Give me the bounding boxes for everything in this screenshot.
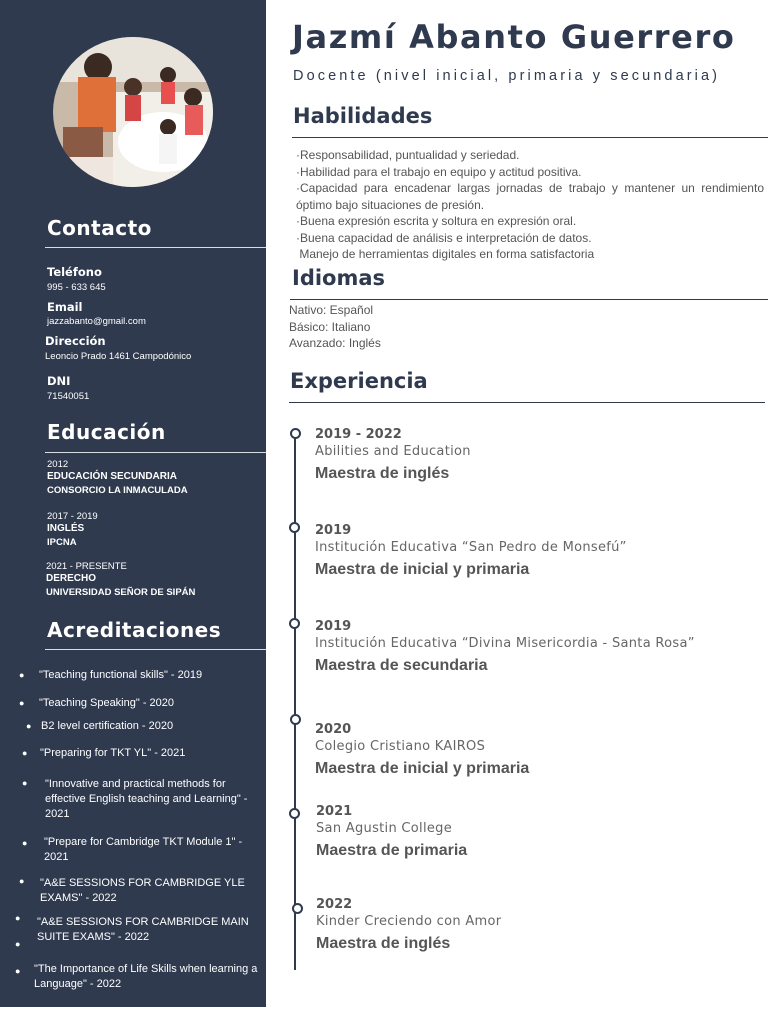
bullet-icon: ● (19, 670, 25, 680)
experience-role: Maestra de inicial y primaria (315, 760, 530, 777)
accreditation-item: "Teaching functional skills" - 2019 (39, 669, 203, 681)
education-divider (45, 452, 266, 453)
sidebar (0, 0, 266, 1007)
education-years: 2017 - 2019 (47, 511, 98, 522)
languages-divider (290, 299, 768, 300)
education-title: DERECHO (46, 573, 97, 584)
phone-value: 995 - 633 645 (47, 282, 106, 293)
skill-item: ·Habilidad para el trabajo en equipo y actitud positiva. (296, 164, 582, 179)
email-label: Email (47, 300, 83, 314)
experience-organization: Colegio Cristiano KAIROS (315, 739, 486, 754)
accreditations-heading: Acreditaciones (47, 618, 222, 642)
profile-photo (53, 37, 213, 187)
skill-item: ·Buena capacidad de análisis e interpretación de datos. (296, 230, 592, 245)
accreditation-item: "Innovative and practical methods for effective English teaching and Learning" - 2021 (45, 778, 248, 820)
dni-value: 71540051 (47, 391, 90, 402)
languages-heading: Idiomas (292, 266, 386, 290)
experience-role: Maestra de inicial y primaria (315, 561, 530, 578)
bullet-icon: ● (15, 939, 21, 949)
accreditation-item: "A&E SESSIONS FOR CAMBRIDGE YLE EXAMS" - 2022 (40, 877, 245, 904)
experience-organization: Abilities and Education (315, 444, 471, 459)
timeline-dot-icon (290, 714, 301, 725)
experience-divider (289, 402, 765, 403)
timeline-dot-icon (292, 903, 303, 914)
skills-list (296, 147, 764, 263)
profile-photo-image (53, 37, 213, 187)
bullet-icon: ● (22, 748, 28, 758)
accreditation-item: B2 level certification - 2020 (41, 720, 174, 732)
language-item: Básico: Italiano (289, 320, 371, 334)
experience-years: 2021 (316, 804, 353, 819)
accreditations-divider (45, 649, 266, 650)
education-school: CONSORCIO LA INMACULADA (47, 485, 188, 496)
bullet-icon: ● (15, 966, 21, 976)
dni-label: DNI (47, 374, 71, 388)
experience-role: Maestra de inglés (316, 935, 451, 952)
experience-organization: Kinder Creciendo con Amor (316, 914, 502, 929)
candidate-title: Docente (nivel inicial, primaria y secundaria) (293, 68, 721, 84)
language-item: Nativo: Español (289, 303, 374, 317)
experience-timeline (294, 432, 296, 970)
bullet-icon: ● (22, 838, 28, 848)
education-title: EDUCACIÓN SECUNDARIA (47, 471, 178, 482)
accreditation-item: "A&E SESSIONS FOR CAMBRIDGE MAIN SUITE EXAMS" - 2022 (37, 916, 249, 943)
skill-item: ·Buena expresión escrita y soltura en expresión oral. (296, 214, 577, 228)
education-title: INGLÉS (47, 523, 85, 534)
experience-years: 2019 (315, 619, 352, 634)
experience-role: Maestra de primaria (316, 842, 468, 859)
skills-heading: Habilidades (293, 104, 433, 128)
education-school: UNIVERSIDAD SEÑOR DE SIPÁN (46, 587, 196, 598)
skill-item: Manejo de herramientas digitales en forma satisfactoria (296, 247, 595, 261)
bullet-icon: ● (19, 876, 25, 886)
experience-years: 2019 (315, 523, 352, 538)
experience-heading: Experiencia (290, 369, 428, 393)
experience-role: Maestra de inglés (315, 465, 450, 482)
skills-divider (292, 137, 768, 138)
experience-years: 2022 (316, 897, 353, 912)
contact-divider (45, 247, 266, 248)
education-school: IPCNA (47, 537, 77, 548)
education-years: 2021 - PRESENTE (46, 561, 127, 572)
experience-organization: San Agustin College (316, 821, 453, 836)
accreditation-item: "The Importance of Life Skills when learning a Language" - 2022 (34, 963, 258, 990)
experience-organization: Institución Educativa “Divina Misericordia - Santa Rosa” (315, 636, 695, 651)
timeline-dot-icon (289, 618, 300, 629)
language-item: Avanzado: Inglés (289, 336, 381, 350)
education-years: 2012 (47, 459, 69, 470)
timeline-dot-icon (289, 522, 300, 533)
bullet-icon: ● (22, 778, 28, 788)
accreditation-item: "Prepare for Cambridge TKT Module 1" - 2021 (44, 836, 243, 863)
address-value: Leoncio Prado 1461 Campodónico (45, 351, 192, 362)
email-value: jazzabanto@gmail.com (47, 316, 146, 327)
accreditation-item: "Teaching Speaking" - 2020 (39, 697, 175, 709)
experience-role: Maestra de secundaria (315, 657, 488, 674)
bullet-icon: ● (15, 913, 21, 923)
experience-years: 2019 - 2022 (315, 427, 402, 442)
experience-organization: Institución Educativa “San Pedro de Monsefú” (315, 540, 627, 555)
phone-label: Teléfono (47, 265, 102, 279)
bullet-icon: ● (26, 721, 32, 731)
education-heading: Educación (47, 420, 166, 444)
experience-years: 2020 (315, 722, 352, 737)
bullet-icon: ● (19, 698, 25, 708)
contact-heading: Contacto (47, 216, 152, 240)
address-label: Dirección (45, 334, 106, 348)
timeline-dot-icon (290, 428, 301, 439)
skill-item: ·Responsabilidad, puntualidad y seriedad. (296, 148, 520, 162)
timeline-dot-icon (289, 808, 300, 819)
candidate-name: Jazmí Abanto Guerrero (292, 18, 736, 56)
accreditation-item: "Preparing for TKT YL" - 2021 (40, 747, 186, 759)
skill-item: ·Capacidad para encadenar largas jornadas de trabajo y mantener un rendimiento óptimo bajo situaciones de presión. (296, 181, 764, 212)
